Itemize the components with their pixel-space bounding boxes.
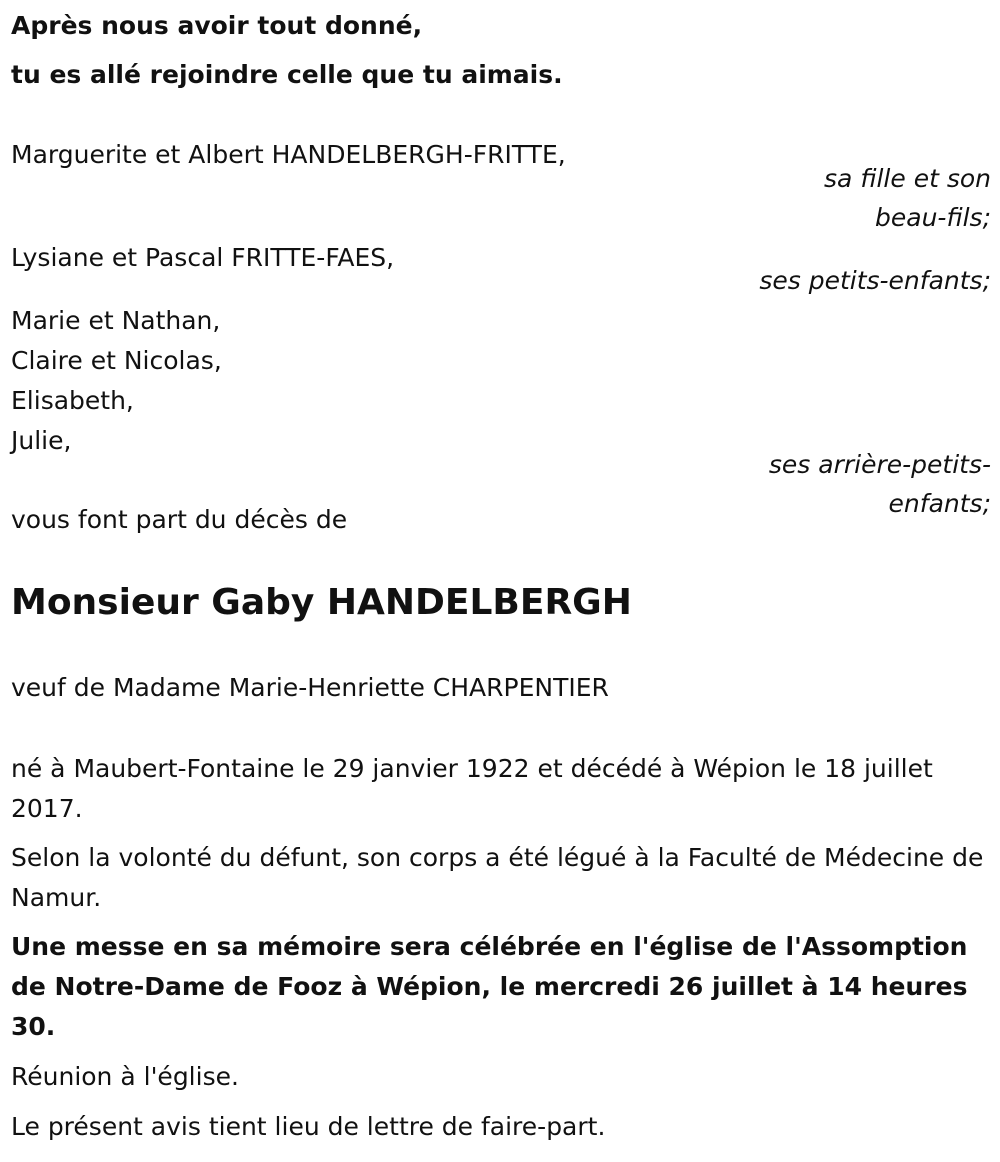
deceased-name: Monsieur Gaby HANDELBERGH [11, 582, 632, 623]
mass-announcement: Une messe en sa mémoire sera célébrée en l'église de l'Assomption de Notre-Dame de Fooz à Wépion, le mercredi 26 juillet à 14 heures 30. [11, 932, 968, 1041]
grandchildren-names: Lysiane et Pascal FRITTE-FAES, [11, 243, 395, 272]
obituary-notice [11, 0, 991, 1162]
epitaph-line-1: Après nous avoir tout donné, [11, 11, 423, 40]
epitaph-line-2: tu es allé rejoindre celle que tu aimais. [11, 60, 563, 89]
great-grandchild-1: Marie et Nathan, [11, 306, 221, 335]
notice-text: Le présent avis tient lieu de lettre de faire-part. [11, 1112, 606, 1141]
great-grandchild-4: Julie, [11, 426, 72, 455]
grandchildren-relation: ses petits-enfants; [759, 266, 991, 295]
great-grandchild-3: Elisabeth, [11, 386, 134, 415]
announcement-text: vous font part du décès de [11, 505, 348, 534]
gathering-text: Réunion à l'église. [11, 1062, 239, 1091]
widower-of: veuf de Madame Marie-Henriette CHARPENTIER [11, 673, 609, 702]
body-donation-text: Selon la volonté du défunt, son corps a été légué à la Faculté de Médecine de Namur. [11, 843, 984, 912]
great-grandchildren-relation-1: ses arrière-petits- [768, 450, 991, 479]
daughter-names: Marguerite et Albert HANDELBERGH-FRITTE, [11, 140, 566, 169]
daughter-relation-1: sa fille et son [824, 164, 991, 193]
daughter-relation-2: beau-fils; [875, 203, 991, 232]
great-grandchildren-relation-2: enfants; [888, 489, 991, 518]
birth-death-details: né à Maubert-Fontaine le 29 janvier 1922 et décédé à Wépion le 18 juillet 2017. [11, 754, 933, 823]
great-grandchild-2: Claire et Nicolas, [11, 346, 222, 375]
